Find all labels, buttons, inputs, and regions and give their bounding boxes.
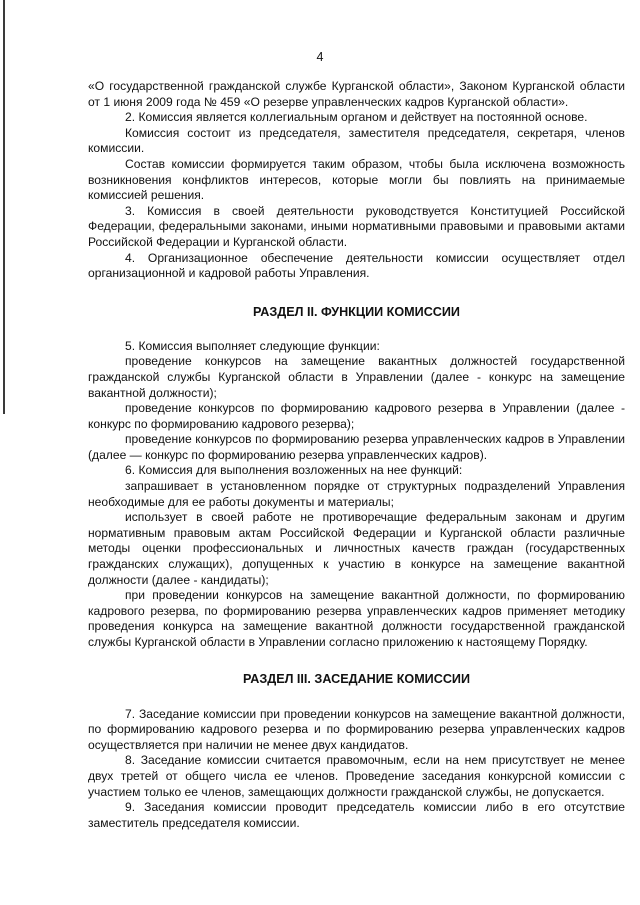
paragraph: Состав комиссии формируется таким образом, чтобы была исключена возможность возникновения конфликтов интересов, которые могли бы повлиять на принимаемые комиссией решения. [88,156,625,203]
paragraph: использует в своей работе не противоречащие федеральным законам и другим нормативным правовым актам Российской Федерации и Курганской области различные методы оценки профессиональных и личностных качеств граждан (государственных гражданских служащих), допущенных к участию в конкурсе на замещение вакантной должности (далее - кандидаты); [88,510,625,587]
section-heading: РАЗДЕЛ III. ЗАСЕДАНИЕ КОМИССИИ [242,671,471,686]
paragraph: запрашивает в установленном порядке от структурных подразделений Управления необходимые для ее работы документы и материалы; [88,479,625,509]
paragraph: 7. Заседание комиссии при проведении конкурсов на замещение вакантной должности, по формированию кадрового резерва и по формированию резерва управленческих кадров осуществляется при наличии не менее двух кандидатов. [88,706,625,752]
paragraph: 4. Организационное обеспечение деятельности комиссии осуществляет отдел организационной и кадровой работы Управления. [88,250,625,281]
paragraph: проведение конкурсов на замещение вакантных должностей государственной гражданской службы Курганской области в Управлении (далее - конкурс на замещение вакантной должности); [88,354,625,400]
paragraph: Комиссия состоит из председателя, заместителя председателя, секретаря, членов комиссии. [88,125,625,156]
paragraph: 3. Комиссия в своей деятельности руководствуется Конституцией Российской Федерации, федеральными законами, иными нормативными правовыми и правовыми актами Российской Федерации и Курганской области. [88,203,625,249]
paragraph: 6. Комиссия для выполнения возложенных на нее функций: [125,463,463,478]
paragraph: «О государственной гражданской службе Курганской области», Законом Курганской области от 1 июня 2009 года № 459 «О резерве управленческих кадров Курганской области». [88,79,625,109]
paragraph: 5. Комиссия выполняет следующие функции: [125,338,380,353]
page-number: 4 [316,50,324,64]
document-body [88,79,625,831]
paragraph: при проведении конкурсов на замещение вакантной должности, по формированию кадрового резерва, по формированию резерва управленческих кадров применяет методику проведения конкурса на замещение вакантной должности государственной гражданской службы Курганской области в Управлении согласно приложению к настоящему Порядку. [88,588,625,649]
paragraph: 8. Заседание комиссии считается правомочным, если на нем присутствует не менее двух третей от общего числа ее членов. Проведение заседания конкурсной комиссии с участием только ее членов, замещающих должности гражданской службы, не допускается. [88,753,625,799]
section-heading: РАЗДЕЛ II. ФУНКЦИИ КОМИССИИ [253,304,460,319]
paragraph: 2. Комиссия является коллегиальным органом и действует на постоянной основе. [125,110,588,125]
paragraph: проведение конкурсов по формированию кадрового резерва в Управлении (далее - конкурс по формированию кадрового резерва); [88,401,625,431]
paragraph: проведение конкурсов по формированию резерва управленческих кадров в Управлении (далее — конкурс по формированию резерва управленческих кадров). [88,432,625,462]
paragraph: 9. Заседания комиссии проводит председатель комиссии либо в его отсутствие заместитель председателя комиссии. [88,800,625,830]
